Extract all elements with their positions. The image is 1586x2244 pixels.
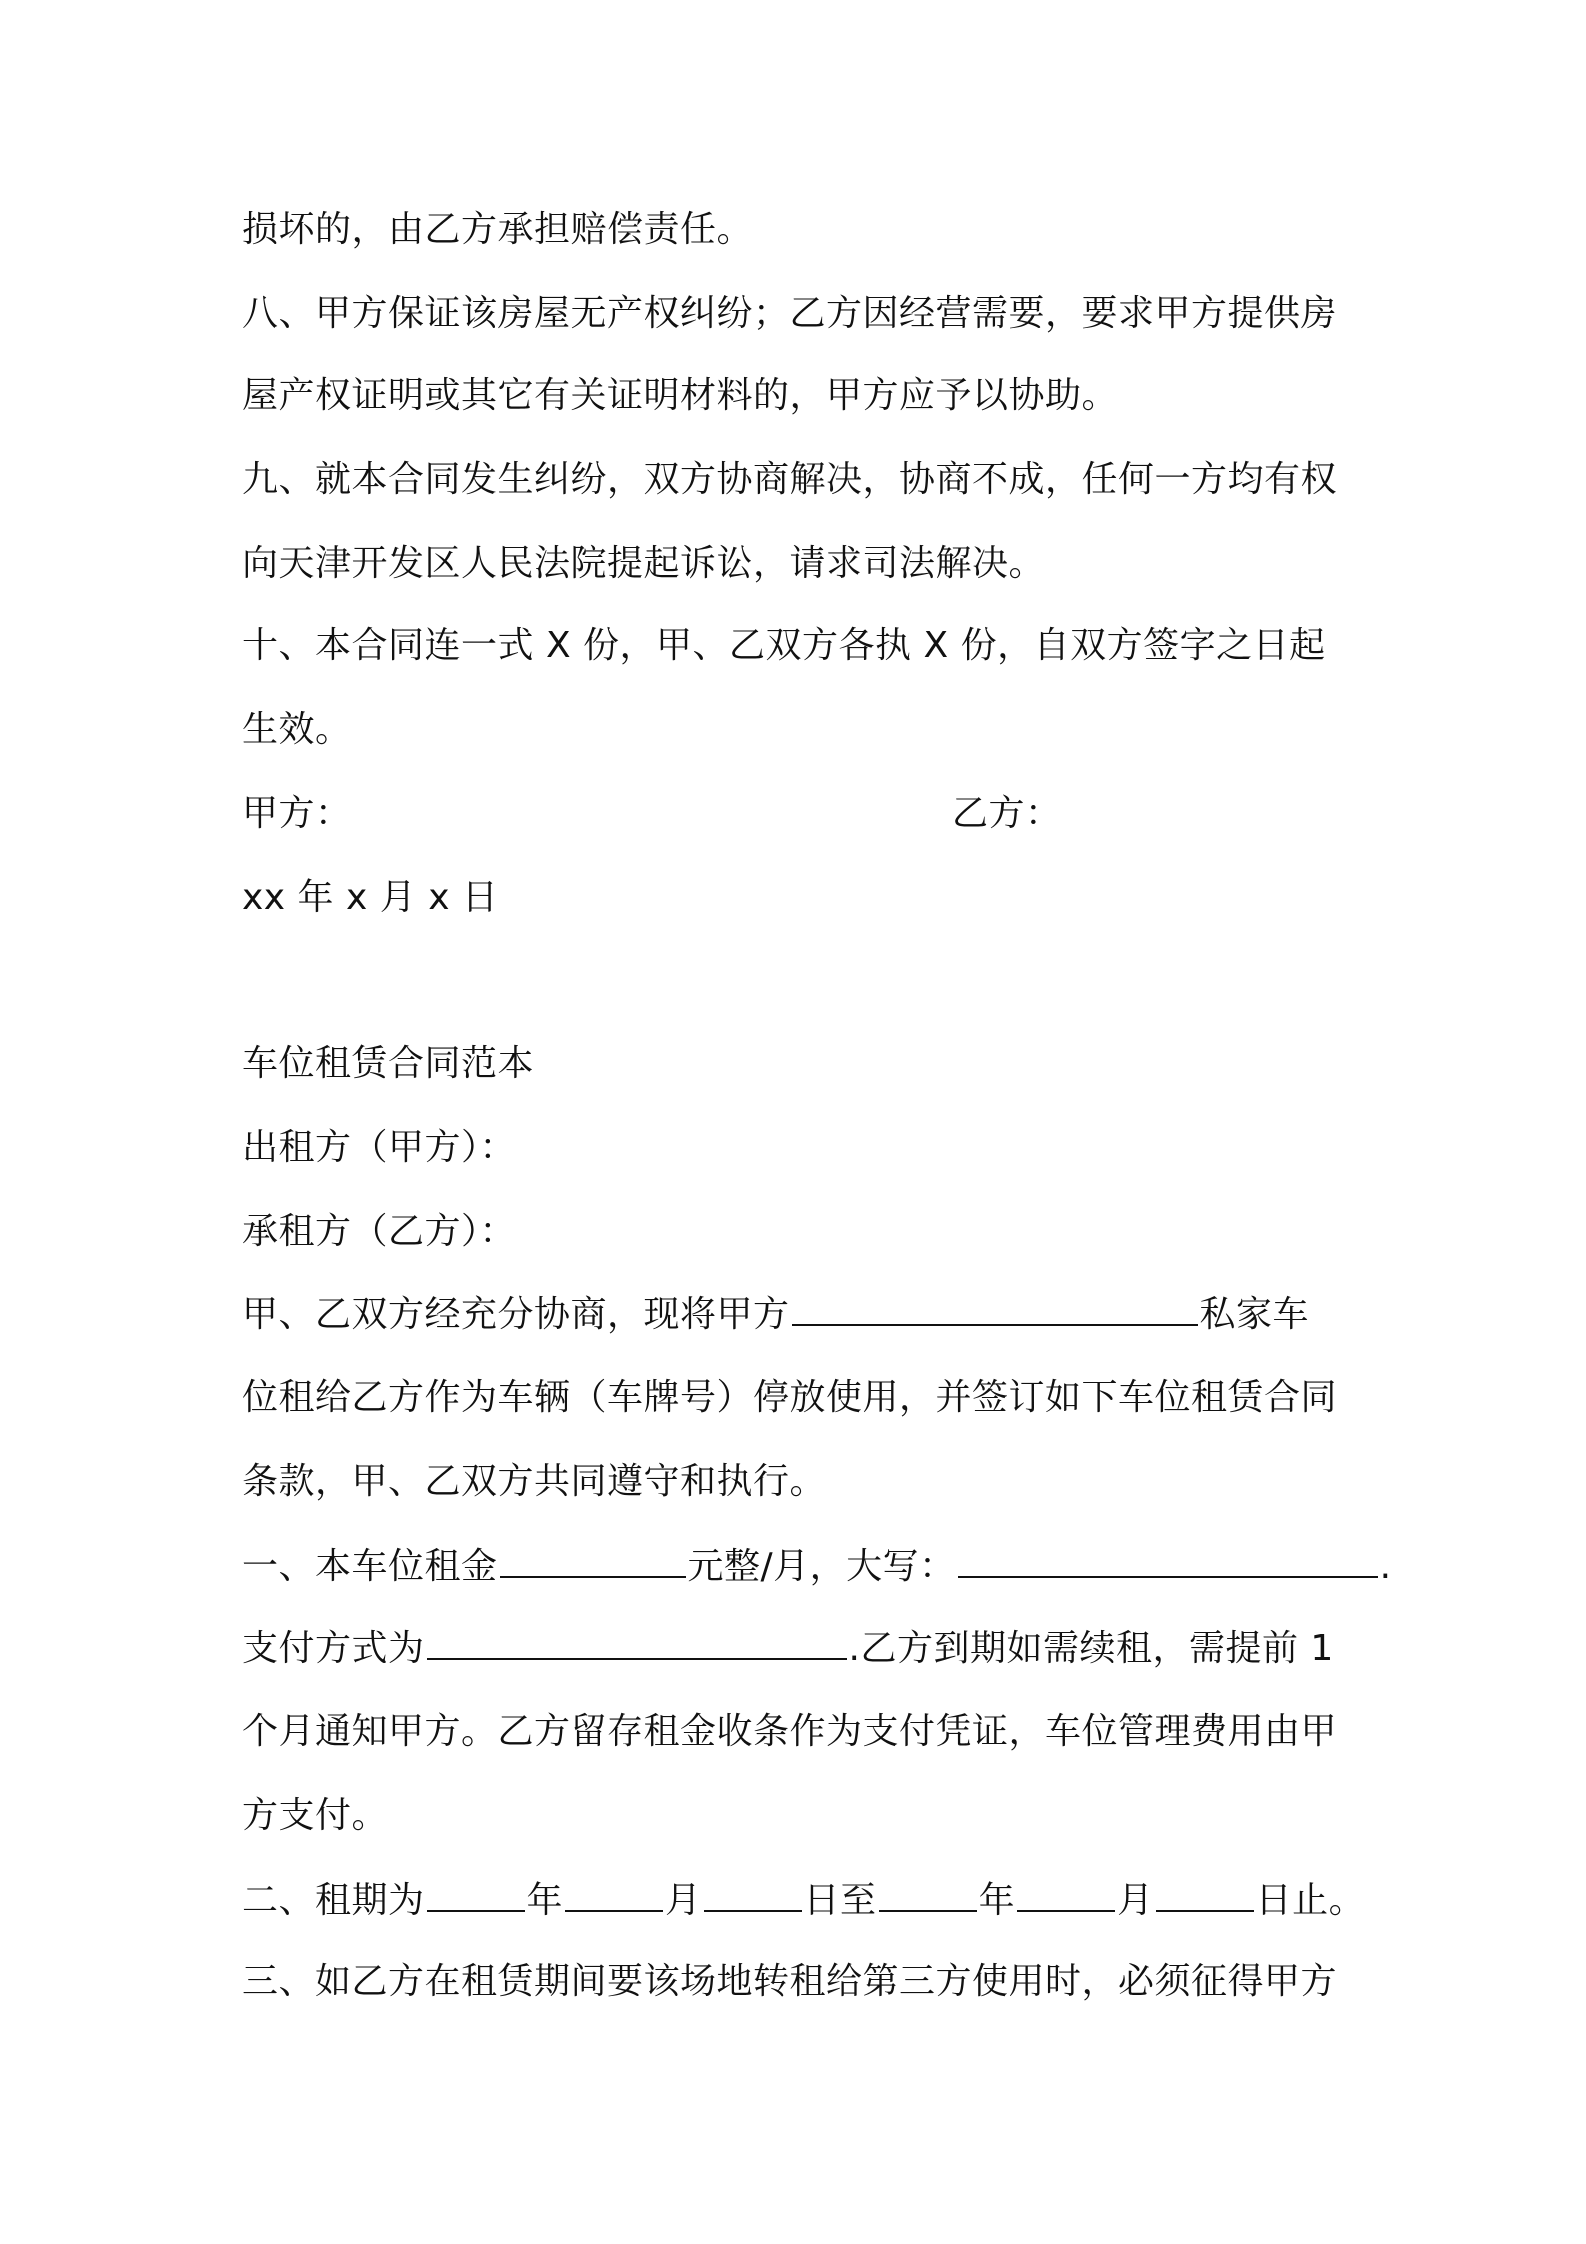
clause-10-line-2: 生效。	[242, 709, 352, 750]
intro-line-1	[242, 1290, 1362, 1339]
fill-blank	[879, 1876, 977, 1912]
lessor-label: 出租方（甲方）：	[242, 1127, 517, 1168]
clause-1-text-b: 元整/月，大写：	[687, 1546, 956, 1587]
fill-blank	[565, 1876, 663, 1912]
end-label: 日止。	[1255, 1880, 1366, 1921]
clause-1-line-2	[242, 1624, 1362, 1673]
party-a-label: 甲方：	[242, 793, 352, 834]
clause-2-text: 二、租期为	[242, 1880, 425, 1921]
intro-text-1b: 私家车	[1199, 1294, 1310, 1335]
intro-text-1a: 甲、乙双方经充分协商，现将甲方	[242, 1294, 790, 1335]
clause-1-text-2a: 支付方式为	[242, 1628, 425, 1669]
intro-line-2: 位租给乙方作为车辆（车牌号）停放使用，并签订如下车位租赁合同	[242, 1377, 1338, 1418]
clause-1-line-3: 个月通知甲方。乙方留存租金收条作为支付凭证，车位管理费用由甲	[242, 1711, 1338, 1752]
clause-9-line-1: 九、就本合同发生纠纷，双方协商解决，协商不成，任何一方均有权	[242, 459, 1338, 500]
clause-10-line-1: 十、本合同连一式 X 份，甲、乙双方各执 X 份，自双方签字之日起	[242, 625, 1326, 666]
clause-3-line: 三、如乙方在租赁期间要该场地转租给第三方使用时，必须征得甲方	[242, 1961, 1338, 2002]
signature-date: xx 年 x 月 x 日	[242, 877, 499, 918]
lessee-label: 承租方（乙方）：	[242, 1211, 517, 1252]
text-line: 损坏的，由乙方承担赔偿责任。	[242, 209, 754, 250]
clause-1-line-1	[242, 1542, 1392, 1591]
clause-8-line-2: 屋产权证明或其它有关证明材料的，甲方应予以协助。	[242, 375, 1119, 416]
party-b-label: 乙方：	[952, 793, 1062, 834]
clause-9-line-2: 向天津开发区人民法院提起诉讼，请求司法解决。	[242, 543, 1046, 584]
month-label: 月	[665, 1880, 702, 1921]
fill-blank	[958, 1542, 1378, 1578]
fill-blank	[704, 1876, 802, 1912]
clause-1-text-c: .	[1379, 1546, 1392, 1587]
fill-blank	[427, 1624, 847, 1660]
clause-2-line	[242, 1876, 1366, 1925]
clause-1-text-2b: .乙方到期如需续租，需提前 1	[848, 1628, 1334, 1669]
year-label: 年	[978, 1880, 1016, 1921]
day-to-label: 日至	[803, 1880, 877, 1921]
clause-1-line-4: 方支付。	[242, 1795, 389, 1836]
contract-title: 车位租赁合同范本	[242, 1043, 535, 1084]
month-label: 月	[1117, 1880, 1154, 1921]
fill-blank	[500, 1542, 686, 1578]
fill-blank	[1156, 1876, 1254, 1912]
fill-blank	[427, 1876, 525, 1912]
fill-blank	[792, 1290, 1198, 1326]
fill-blank	[1017, 1876, 1115, 1912]
year-label: 年	[526, 1880, 564, 1921]
clause-8-line-1: 八、甲方保证该房屋无产权纠纷；乙方因经营需要，要求甲方提供房	[242, 293, 1338, 334]
signature-row	[242, 790, 1362, 838]
intro-line-3: 条款，甲、乙双方共同遵守和执行。	[242, 1461, 827, 1502]
clause-1-text-a: 一、本车位租金	[242, 1546, 498, 1587]
